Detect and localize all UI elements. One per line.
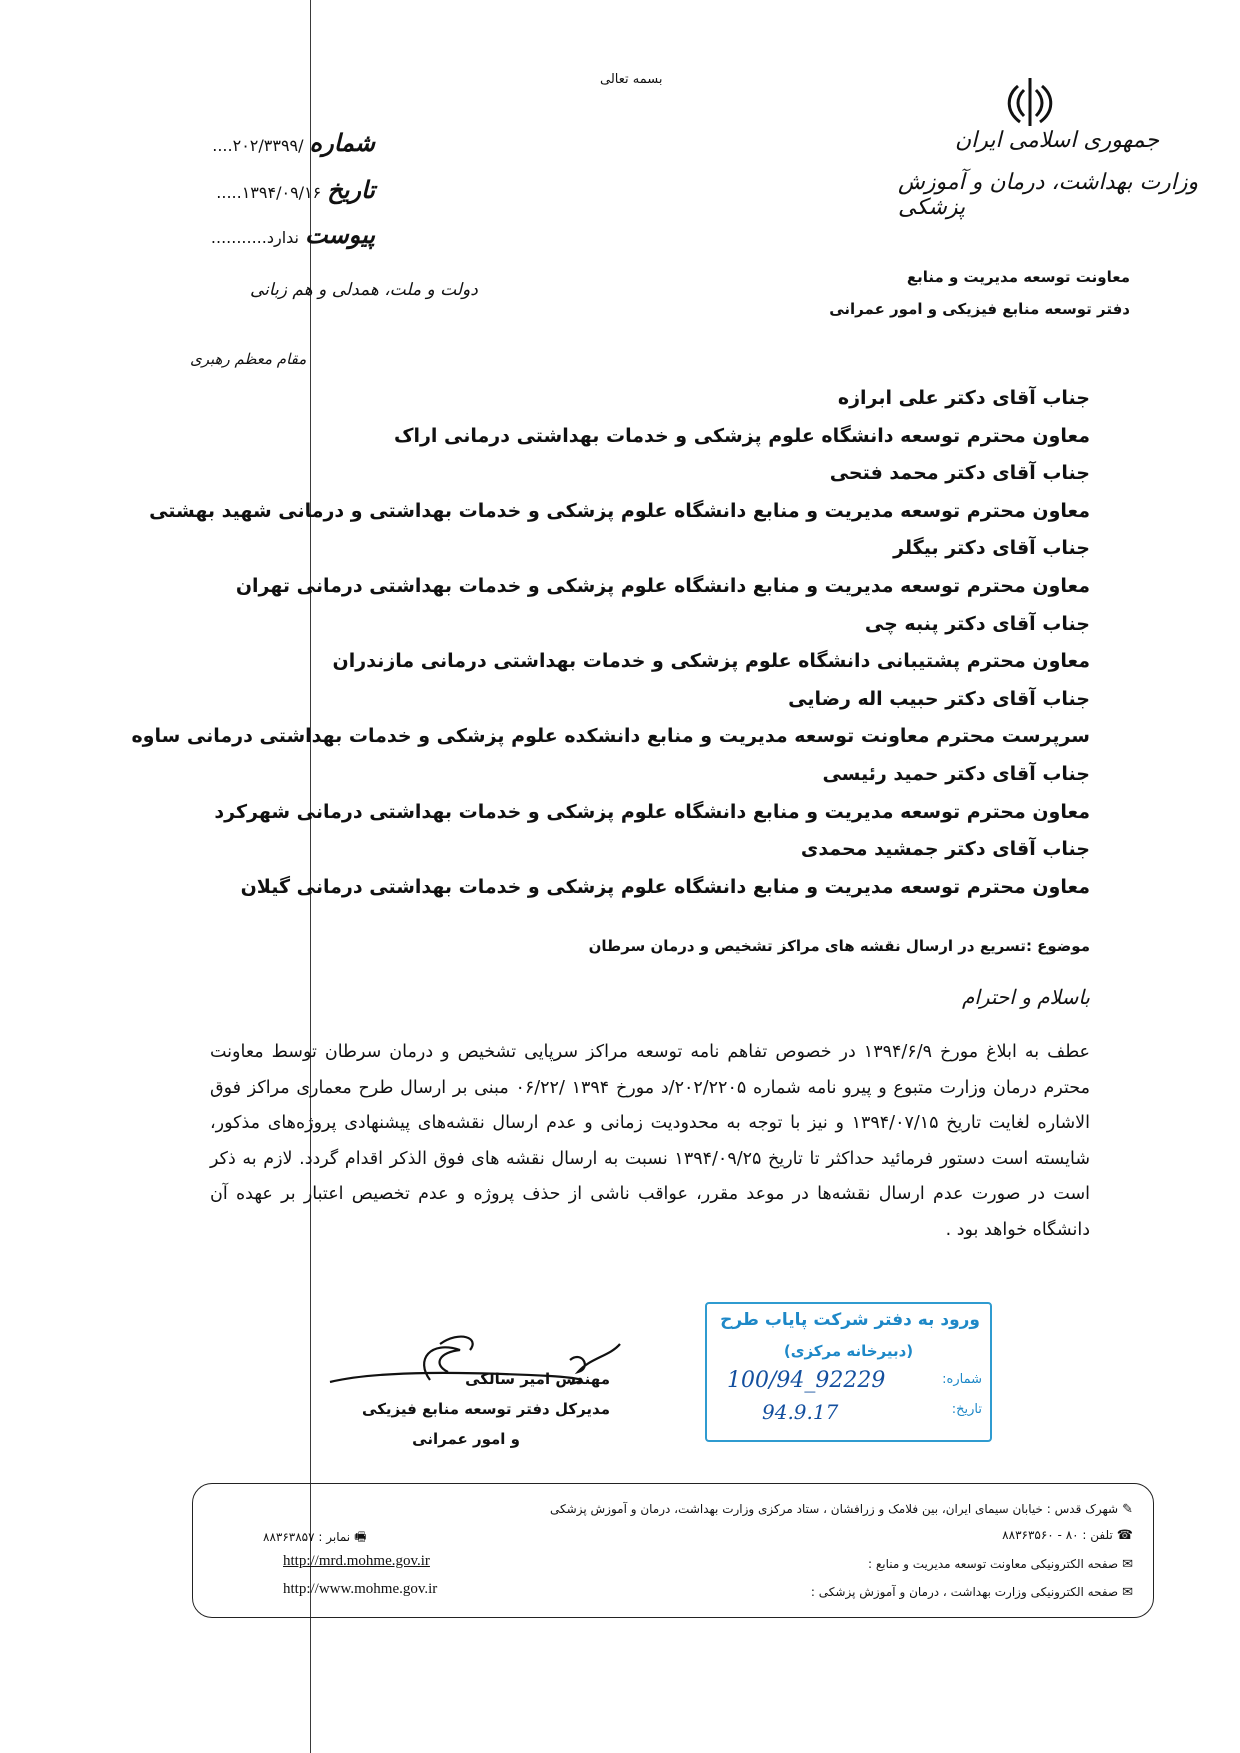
- footer-box: [192, 1483, 1154, 1618]
- letter-attachment-row: [180, 220, 375, 249]
- slogan-source: مقام معظم رهبری: [190, 350, 307, 368]
- emblem-icon: [1000, 72, 1060, 132]
- web-icon: ✉: [1122, 1557, 1133, 1572]
- recipient-line: جناب آقای دکتر علی ابرازه: [837, 387, 1090, 409]
- letter-number-row: [180, 128, 375, 157]
- slogan: دولت و ملت، همدلی و هم زبانی: [250, 280, 478, 300]
- letter-body: عطف به ابلاغ مورخ ۱۳۹۴/۶/۹ در خصوص تفاهم نامه توسعه مراکز سرپایی تشخیص و درمان سرطان توسط معاونت محترم درمان وزارت متبوع و پیرو نامه شماره ۲۰۲/۲۲۰۵/د مورخ ۱۳۹۴ /۰۶/۲۲ مبنی بر ارسال طرح معماری مراکز فوق الاشاره لغایت تاریخ ۱۳۹۴/۰۷/۱۵ و نیز با توجه به محدودیت زمانی و عدم ارسال نقشه‌های پیشنهادی پروژه‌های مذکور، شایسته است دستور فرمائید حداکثر تا تاریخ ۱۳۹۴/۰۹/۲۵ نسبت به ارسال نقشه های فوق الذکر اقدام گردد. لازم به ذکر است در صورت عدم ارسال نقشه‌ها در موعد مقرر، عواقب ناشی از حذف پروژه و عدم تخصیص اعتبار بر عهده آن دانشگاه خواهد بود .: [210, 1042, 1090, 1240]
- signature-scribble: [320, 1320, 640, 1410]
- recipient-line: جناب آقای دکتر بیگلر: [893, 537, 1090, 560]
- republic-title: جمهوری اسلامی ایران: [955, 128, 1160, 153]
- basmala: بسمه تعالی: [600, 72, 663, 87]
- footer-phone: تلفن : ۸۰ - ۸۸۳۶۳۵۶۰: [1002, 1528, 1113, 1542]
- stamp-date-value: 94.9.17: [762, 1400, 839, 1424]
- signatory-title-2: و امور عمرانی: [412, 1430, 520, 1448]
- recipient-line: معاون محترم توسعه مدیریت و منابع دانشگاه علوم پزشکی و خدمات بهداشتی و درمانی شهید بهشتی: [149, 499, 1090, 522]
- number-label: شماره: [309, 128, 375, 157]
- recipient-line: معاون محترم توسعه مدیریت و منابع دانشگاه علوم پزشکی و خدمات بهداشتی درمانی گیلان: [240, 875, 1090, 898]
- attachment-value: ندارد...........: [210, 228, 299, 247]
- date-value: ۱۳۹۴/۰۹/۱۶.....: [216, 183, 322, 202]
- ministry-title: وزارت بهداشت، درمان و آموزش پزشکی: [898, 170, 1199, 220]
- subject-line: موضوع :تسریع در ارسال نقشه های مراکز تشخیص و درمان سرطان: [588, 937, 1090, 955]
- recipient-line: سرپرست محترم معاونت توسعه مدیریت و منابع دانشکده علوم پزشکی و خدمات بهداشتی درمانی ساوه: [131, 725, 1090, 748]
- date-label: تاریخ: [327, 175, 375, 204]
- department-line-2: دفتر توسعه منابع فیزیکی و امور عمرانی: [829, 300, 1130, 318]
- footer-web1-row: [868, 1557, 1133, 1572]
- recipients-list: [131, 380, 1090, 906]
- stamp-title: ورود به دفتر شرکت پایاب طرح: [720, 1310, 980, 1330]
- footer-address: شهرک قدس : خیابان سیمای ایران، بین فلامک و زرافشان ، ستاد مرکزی وزارت بهداشت، درمان و آموزش پزشکی: [550, 1502, 1119, 1516]
- greeting: باسلام و احترام: [961, 985, 1090, 1009]
- footer-web2-row: [811, 1585, 1133, 1600]
- footer-phone-row: [1002, 1528, 1133, 1543]
- footer-web2-link[interactable]: http://www.mohme.gov.ir: [283, 1581, 438, 1597]
- signatory-name: مهندس امیر سالکی: [465, 1370, 610, 1388]
- recipient-line: جناب آقای دکتر پنبه چی: [864, 612, 1090, 635]
- recipient-line: جناب آقای دکتر حمید رئیسی: [822, 762, 1090, 785]
- stamp-number-label: شماره:: [942, 1372, 982, 1387]
- stamp-number-value: 100/94_92229: [727, 1368, 886, 1393]
- stamp-date-label: تاریخ:: [951, 1402, 982, 1417]
- recipient-line: معاون محترم توسعه مدیریت و منابع دانشگاه علوم پزشکی و خدمات بهداشتی درمانی شهرکرد: [214, 800, 1090, 823]
- recipient-line: معاون محترم پشتیبانی دانشگاه علوم پزشکی و خدمات بهداشتی درمانی مازندران: [332, 650, 1090, 673]
- attachment-label: پیوست: [305, 220, 375, 249]
- footer-web1-label: صفحه الکترونیکی معاونت توسعه مدیریت و منابع :: [868, 1557, 1119, 1571]
- recipient-line: جناب آقای دکتر جمشید محمدی: [800, 838, 1090, 861]
- recipient-line: معاون محترم توسعه دانشگاه علوم پزشکی و خدمات بهداشتی درمانی اراک: [393, 424, 1090, 447]
- footer-web1-link[interactable]: http://mrd.mohme.gov.ir: [283, 1553, 430, 1569]
- department-line-1: معاونت توسعه مدیریت و منابع: [906, 268, 1130, 286]
- signatory-title: مدیرکل دفتر توسعه منابع فیزیکی: [362, 1400, 610, 1418]
- stamp-subtitle: (دبیرخانه مرکزی): [783, 1342, 914, 1360]
- footer-web2-label: صفحه الکترونیکی وزارت بهداشت ، درمان و آموزش پزشکی :: [810, 1585, 1119, 1599]
- footer-address-row: [550, 1502, 1133, 1517]
- footer-fax-row: [263, 1528, 366, 1550]
- number-value: /۲۰۲/۳۳۹۹....: [212, 136, 304, 155]
- recipient-line: جناب آقای دکتر حبیب اله رضایی: [788, 687, 1090, 710]
- recipient-line: معاون محترم توسعه مدیریت و منابع دانشگاه علوم پزشکی و خدمات بهداشتی درمانی تهران: [235, 574, 1090, 597]
- location-icon: ✎: [1122, 1502, 1133, 1517]
- footer-fax: نمابر : ۸۸۳۶۳۸۵۷: [263, 1530, 351, 1544]
- phone-icon: ☎: [1116, 1528, 1133, 1543]
- fax-icon: 🖷: [354, 1530, 367, 1545]
- recipient-line: جناب آقای دکتر محمد فتحی: [829, 462, 1090, 485]
- receipt-stamp: [705, 1302, 992, 1442]
- web-icon: ✉: [1122, 1585, 1133, 1600]
- letter-date-row: [180, 175, 375, 204]
